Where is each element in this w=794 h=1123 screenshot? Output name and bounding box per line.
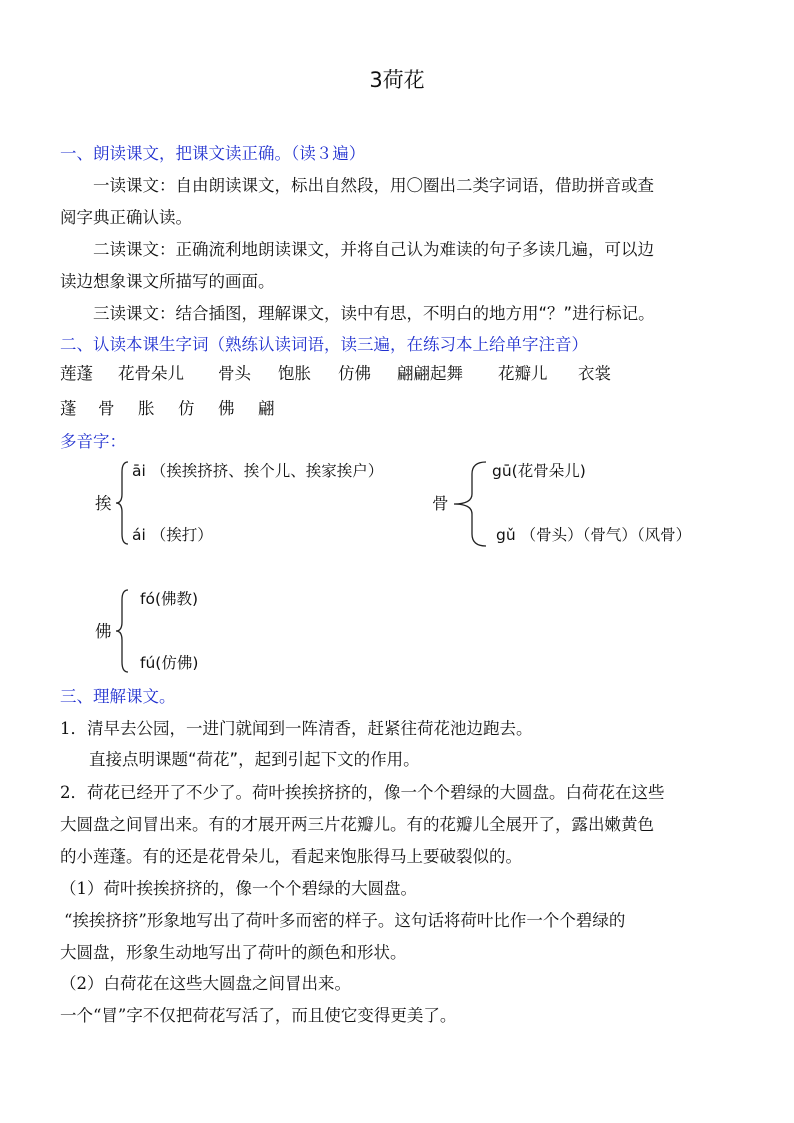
- vocab-word: 衣裳: [578, 364, 611, 383]
- vocab-word: 骨头: [218, 364, 251, 383]
- vocab-word: 莲蓬: [60, 364, 93, 383]
- vocab-char: 蓬: [60, 399, 77, 418]
- polyphone-char: 佛: [95, 622, 112, 641]
- sub-answer-1-line2: 大圆盘，形象生动地写出了荷叶的颜色和形状。: [60, 943, 407, 962]
- question-2-line3: 的小莲蓬。有的还是花骨朵儿，看起来饱胀得马上要破裂似的。: [60, 847, 522, 866]
- vocab-char: 佛: [218, 399, 235, 418]
- polyphone-upper: fó(佛教): [140, 590, 199, 608]
- vocab-word: 花瓣儿: [498, 364, 548, 383]
- vocab-word: 花骨朵儿: [118, 364, 184, 383]
- vocab-word: 饱胀: [278, 364, 311, 383]
- brace-icon: [114, 586, 130, 676]
- read3-line1: 三读课文：结合插图，理解课文，读中有思，不明白的地方用“？”进行标记。: [93, 304, 655, 323]
- polyphone-char: 骨: [432, 494, 449, 513]
- brace-icon: [452, 458, 488, 550]
- brace-icon: [114, 458, 130, 548]
- question-2-line2: 大圆盘之间冒出来。有的才展开两三片花瓣儿。有的花瓣儿全展开了，露出嫩黄色: [60, 815, 654, 834]
- sub-question-2: （2）白荷花在这些大圆盘之间冒出来。: [60, 974, 351, 993]
- sub-answer-2: 一个“冒”字不仅把荷花写活了，而且使它变得更美了。: [60, 1006, 457, 1025]
- polyphone-lower: gǔ （骨头）（骨气）（风骨）: [496, 526, 692, 544]
- sub-answer-1-line1: “挨挨挤挤”形象地写出了荷叶多而密的样子。这句话将荷叶比作一个个碧绿的: [64, 911, 626, 930]
- vocab-char: 胀: [138, 399, 155, 418]
- read2-line1: 二读课文：正确流利地朗读课文，并将自己认为难读的句子多读几遍，可以边: [93, 240, 654, 259]
- read1-line1: 一读课文：自由朗读课文，标出自然段，用〇圈出二类字词语，借助拼音或查: [93, 176, 654, 195]
- polyphone-heading: 多音字：: [60, 432, 126, 451]
- sub-question-1: （1）荷叶挨挨挤挤的，像一个个碧绿的大圆盘。: [60, 879, 417, 898]
- section2-heading: 二、认读本课生字词（熟练认读词语，读三遍，在练习本上给单字注音）: [60, 335, 588, 354]
- question-1-answer: 直接点明课题“荷花”，起到引起下文的作用。: [89, 750, 420, 769]
- vocab-char: 骨: [98, 399, 115, 418]
- polyphone-upper: gū(花骨朵儿): [492, 462, 586, 480]
- question-1: 1．清早去公园，一进门就闻到一阵清香，赶紧往荷花池边跑去。: [60, 719, 533, 738]
- section1-heading: 一、朗读课文，把课文读正确。（读３遍）: [60, 144, 366, 163]
- polyphone-lower: ái （挨打）: [132, 526, 213, 544]
- polyphone-lower: fú(仿佛): [140, 654, 199, 672]
- vocab-char: 仿: [178, 399, 195, 418]
- question-2-line1: 2．荷花已经开了不少了。荷叶挨挨挤挤的，像一个个碧绿的大圆盘。白荷花在这些: [60, 783, 665, 802]
- vocab-char: 翩: [258, 399, 275, 418]
- section3-heading: 三、理解课文。: [60, 687, 176, 706]
- polyphone-upper: āi （挨挨挤挤、挨个儿、挨家挨户）: [132, 462, 384, 480]
- vocab-word: 翩翩起舞: [397, 364, 463, 383]
- page-title: 3荷花: [369, 68, 425, 92]
- read2-line2: 读边想象课文所描写的画面。: [60, 272, 275, 291]
- vocab-word: 仿佛: [338, 364, 371, 383]
- polyphone-char: 挨: [95, 494, 112, 513]
- read1-line2: 阅字典正确认读。: [60, 208, 192, 227]
